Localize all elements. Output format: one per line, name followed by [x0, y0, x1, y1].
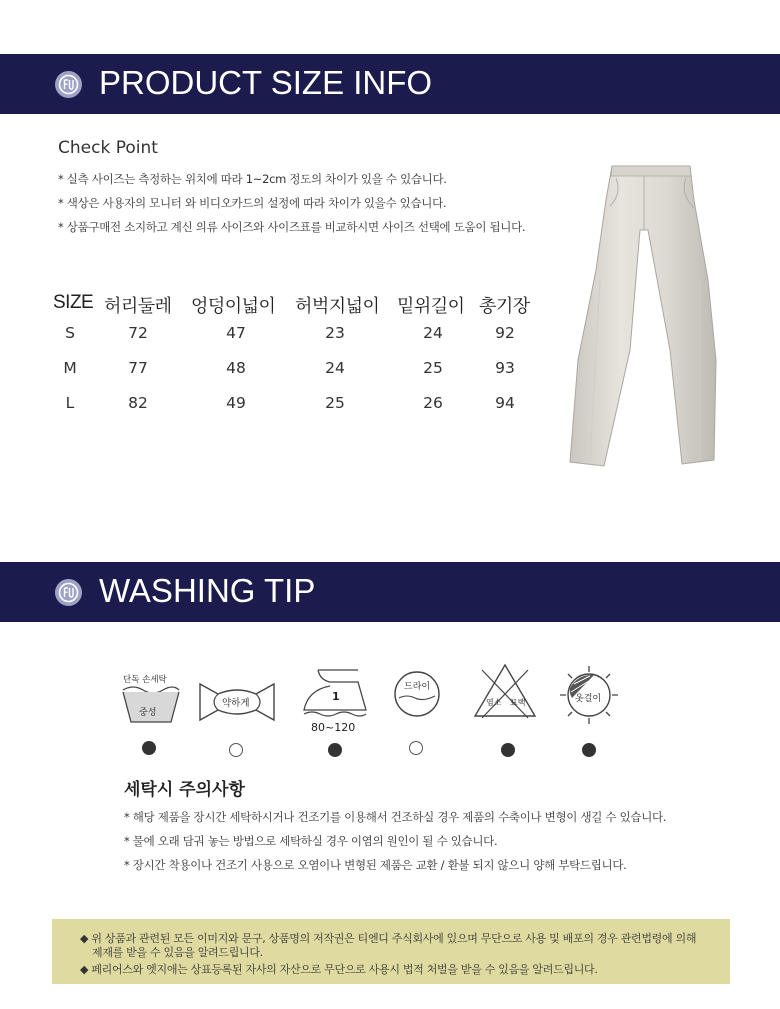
check-point-note: * 색상은 사용자의 모니터 와 비디오카드의 설정에 따라 차이가 있을수 있습니다. [58, 196, 447, 210]
size-table-header: 총기장 [479, 296, 530, 317]
care-status-dot [582, 743, 596, 757]
washing-tip-banner [0, 562, 780, 622]
size-table-header: 엉덩이넓이 [191, 296, 276, 317]
iron-icon [300, 666, 370, 738]
size-cell: 93 [495, 359, 515, 377]
dry-clean-icon [393, 670, 441, 718]
care-status-dot [142, 741, 156, 755]
size-info-banner [0, 54, 780, 114]
washing-caution-note: * 물에 오래 담궈 놓는 방법으로 세탁하실 경우 이염의 원인이 될 수 있습니다. [124, 834, 498, 848]
size-cell: 48 [226, 359, 246, 377]
dry-clean-label: 드라이 [404, 682, 431, 692]
size-cell: 47 [226, 324, 246, 342]
bleach-left-label: 염소 [486, 698, 502, 707]
size-cell: 24 [423, 324, 443, 342]
washing-caution-note: * 장시간 착용이나 건조기 사용으로 오염이나 변형된 제품은 교환 / 환불 되지 않으니 양해 부탁드립니다. [124, 858, 627, 872]
check-point-title: Check Point [58, 138, 158, 158]
copyright-notice [52, 919, 730, 984]
size-cell: L [65, 394, 75, 412]
size-cell: 92 [495, 324, 515, 342]
care-status-dot [328, 743, 342, 757]
brand-logo-icon [55, 71, 82, 98]
care-status-dot [229, 743, 243, 757]
hand-wash-top-label: 단독 손세탁 [123, 675, 167, 685]
product-pants-image [560, 160, 730, 470]
hand-wash-bottom-label: 중성 [139, 708, 157, 718]
hang-dry-icon [558, 664, 620, 726]
size-cell: 49 [226, 394, 246, 412]
bleach-right-label: 표백 [510, 698, 526, 707]
brand-logo-icon [55, 579, 82, 606]
copyright-line: ◆ 페리어스와 엣지애는 상표등록된 자사의 자산으로 무단으로 사용시 법적 처벌을 받을 수 있음을 알려드립니다. [80, 963, 598, 976]
size-cell: 77 [128, 359, 148, 377]
iron-temp-label: 80~120 [311, 721, 356, 734]
hand-wash-icon [117, 670, 183, 726]
check-point-note: * 상품구매전 소지하고 계신 의류 사이즈와 사이즈표를 비교하시면 사이즈 선택에 도움이 됩니다. [58, 220, 526, 234]
washing-caution-title: 세탁시 주의사항 [124, 780, 245, 800]
size-cell: M [63, 359, 77, 377]
size-table-header: SIZE [53, 292, 94, 313]
size-table-header: 허리둘레 [104, 296, 172, 317]
check-point-note: * 실측 사이즈는 측정하는 위치에 따라 1~2cm 정도의 차이가 있을 수 있습니다. [58, 172, 447, 186]
size-cell: 94 [495, 394, 515, 412]
hang-label: 옷걸이 [575, 694, 602, 704]
size-cell: 25 [423, 359, 443, 377]
washing-caution-note: * 해당 제품을 장시간 세탁하시거나 건조기를 이용해서 건조하실 경우 제품의 수축이나 변형이 생길 수 있습니다. [124, 810, 667, 824]
size-cell: 25 [325, 394, 345, 412]
size-table-header: 밑위길이 [397, 296, 465, 317]
size-cell: 82 [128, 394, 148, 412]
wring-label: 약하게 [222, 698, 250, 709]
banner-title: PRODUCT SIZE INFO [99, 64, 433, 101]
size-table-header: 허벅지넓이 [295, 296, 380, 317]
size-cell: 23 [325, 324, 345, 342]
wring-icon [198, 680, 276, 724]
banner-title: WASHING TIP [99, 572, 316, 609]
care-status-dot [501, 743, 515, 757]
iron-level-label: 1 [332, 690, 340, 703]
size-cell: S [65, 324, 75, 342]
care-status-dot [409, 741, 423, 755]
no-bleach-icon [472, 662, 538, 720]
size-cell: 24 [325, 359, 345, 377]
size-cell: 26 [423, 394, 443, 412]
copyright-line: ◆ 위 상품과 관련된 모든 이미지와 문구, 상품명의 저작권은 티엔디 주식회사에 있으며 무단으로 사용 및 배포의 경우 관련법령에 의해 [80, 932, 697, 945]
copyright-line: 제재를 받을 수 있음을 알려드립니다. [92, 946, 263, 959]
size-cell: 72 [128, 324, 148, 342]
